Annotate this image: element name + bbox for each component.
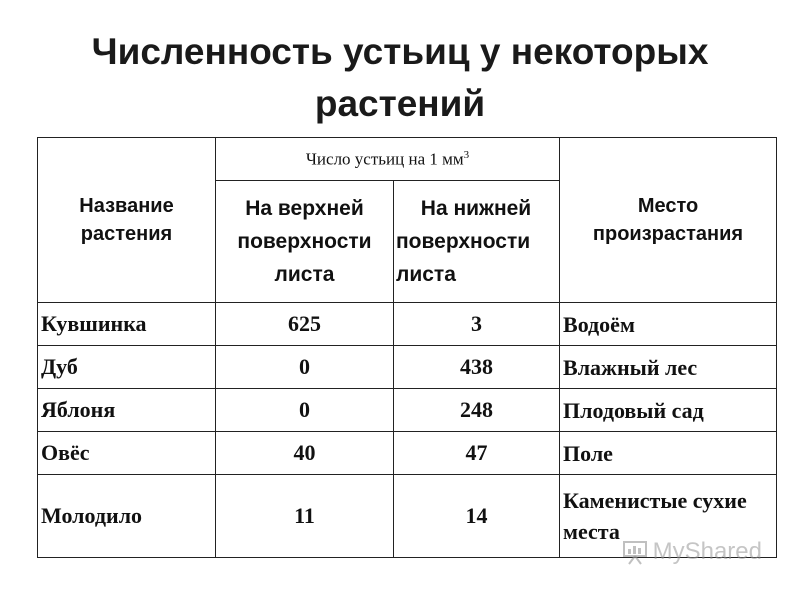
cell-upper-count: 11 <box>216 475 394 558</box>
cell-upper-count: 625 <box>216 303 394 346</box>
header-lower-line-1: На нижней <box>420 197 532 220</box>
cell-plant-name: Дуб <box>38 346 216 389</box>
header-upper-surface: На верхней поверхности листа <box>216 181 394 303</box>
header-lower-line-2: поверхности <box>396 230 531 253</box>
title-line-2: растений <box>314 83 486 124</box>
header-plant-name: Название растения <box>38 138 216 303</box>
cell-habitat: Поле <box>560 432 777 475</box>
header-habitat: Место произрастания <box>560 138 777 303</box>
cell-habitat: Каменистые сухие места <box>560 475 777 558</box>
cell-upper-count: 40 <box>216 432 394 475</box>
header-lower-line-3: листа <box>396 263 456 286</box>
title-line-1: Численность устьиц у некоторых <box>91 31 709 72</box>
table-row <box>38 432 777 475</box>
header-stomata-count-label: Число устьиц на 1 мм <box>305 149 464 169</box>
cell-upper-count: 0 <box>216 389 394 432</box>
table-row <box>38 389 777 432</box>
cell-lower-count: 438 <box>394 346 560 389</box>
table-row <box>38 303 777 346</box>
cell-habitat: Водоём <box>560 303 777 346</box>
header-lower-surface <box>394 181 560 303</box>
cell-lower-count: 14 <box>394 475 560 558</box>
cell-plant-name: Овёс <box>38 432 216 475</box>
cell-plant-name: Яблоня <box>38 389 216 432</box>
stomata-table <box>37 137 777 558</box>
cell-lower-count: 47 <box>394 432 560 475</box>
cell-habitat: Влажный лес <box>560 346 777 389</box>
table-row <box>38 475 777 558</box>
cell-upper-count: 0 <box>216 346 394 389</box>
header-stomata-count <box>216 138 560 181</box>
cell-lower-count: 3 <box>394 303 560 346</box>
header-row-1 <box>38 138 777 181</box>
cell-plant-name: Кувшинка <box>38 303 216 346</box>
table-row <box>38 346 777 389</box>
cell-plant-name: Молодило <box>38 475 216 558</box>
watermark-text: MyShared <box>652 538 762 565</box>
slide-title <box>0 26 800 130</box>
cell-habitat: Плодовый сад <box>560 389 777 432</box>
cell-lower-count: 248 <box>394 389 560 432</box>
header-stomata-count-sup: 3 <box>463 148 470 161</box>
